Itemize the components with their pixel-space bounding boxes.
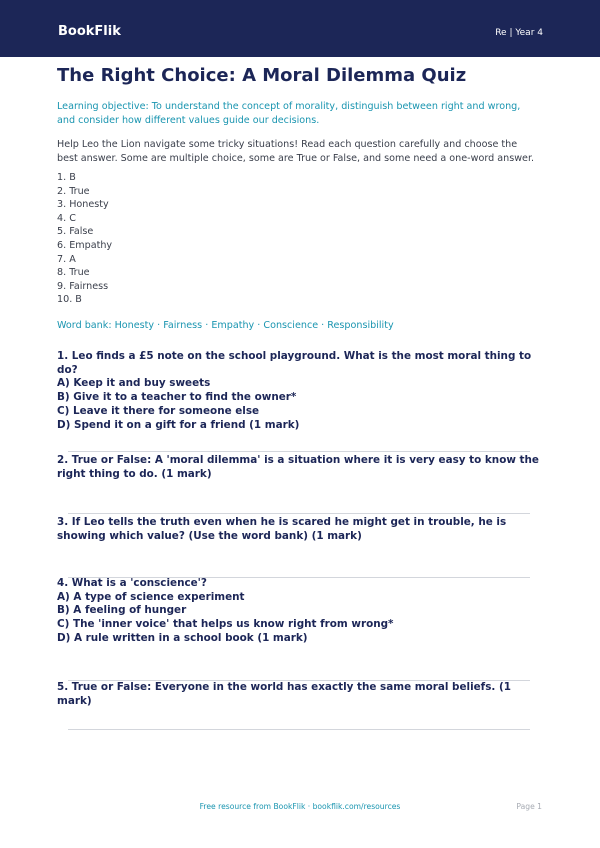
page-number: Page 1	[516, 802, 542, 811]
answer-item: 8. True	[57, 267, 90, 279]
answer-item: 10. B	[57, 294, 82, 306]
header-bar	[0, 0, 600, 57]
question-text: 1. Leo finds a £5 note on the school playground. What is the most moral thing to do?	[57, 350, 532, 376]
answer-item: 4. C	[57, 212, 76, 224]
answer-key	[57, 171, 112, 307]
answer-item: 9. Fairness	[57, 280, 109, 292]
answer-line[interactable]	[68, 451, 530, 452]
page-title: The Right Choice: A Moral Dilemma Quiz	[57, 65, 467, 86]
option-a[interactable]: A) A type of science experiment	[57, 590, 245, 603]
answer-line[interactable]	[68, 729, 530, 730]
answer-item: 6. Empathy	[57, 239, 113, 251]
question-5	[57, 681, 545, 708]
option-b[interactable]: B) Give it to a teacher to find the owner*	[57, 391, 297, 404]
learning-objective: Learning objective: To understand the concept of morality, distinguish between right and wrong, and consider how different values guide our decisions.	[57, 101, 521, 126]
option-d[interactable]: D) A rule written in a school book (1 mark)	[57, 631, 308, 644]
answer-item: 3. Honesty	[57, 199, 109, 211]
option-c[interactable]: C) Leave it there for someone else	[57, 404, 260, 417]
option-c[interactable]: C) The 'inner voice' that helps us know right from wrong*	[57, 618, 394, 631]
option-b[interactable]: B) A feeling of hunger	[57, 604, 187, 617]
option-a[interactable]: A) Keep it and buy sweets	[57, 377, 211, 390]
word-bank: Word bank: Honesty · Fairness · Empathy · Conscience · Responsibility	[57, 320, 394, 331]
answer-item: 5. False	[57, 226, 94, 238]
question-4	[57, 577, 545, 646]
question-1	[57, 350, 545, 432]
brand-logo[interactable]: BookFlik	[58, 24, 121, 39]
question-3	[57, 516, 545, 543]
option-d[interactable]: D) Spend it on a gift for a friend (1 mark)	[57, 418, 300, 431]
question-2	[57, 454, 545, 481]
question-text: 2. True or False: A 'moral dilemma' is a situation where it is very easy to know the right thing to do. (1 mark)	[57, 454, 539, 480]
intro-text: Help Leo the Lion navigate some tricky situations! Read each question carefully and choose the best answer. Some are multiple choice, some are True or False, and some need a one-word answer.	[57, 139, 535, 164]
question-text: 3. If Leo tells the truth even when he is scared he might get in trouble, he is showing which value? (Use the word bank) (1 mark)	[57, 516, 507, 542]
footer-link[interactable]: Free resource from BookFlik · bookflik.com/resources	[199, 802, 401, 811]
answer-item: 7. A	[57, 253, 76, 265]
answer-item: 2. True	[57, 185, 90, 197]
answer-item: 1. B	[57, 172, 76, 183]
question-text: 5. True or False: Everyone in the world has exactly the same moral beliefs. (1 mark)	[57, 681, 511, 707]
answer-line[interactable]	[68, 513, 530, 514]
subject-year-label: Re | Year 4	[495, 28, 543, 38]
question-text: 4. What is a 'conscience'?	[57, 577, 207, 589]
